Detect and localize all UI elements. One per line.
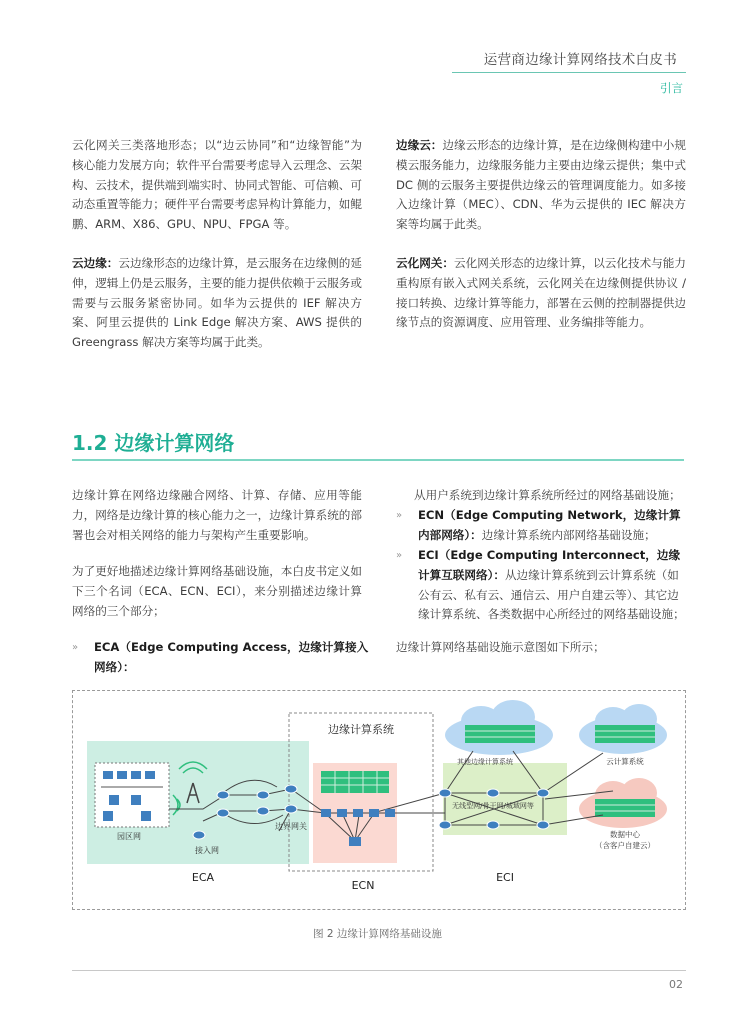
wan-label: 无线型网/骨干网/城域网等 xyxy=(452,802,534,810)
figure-frame xyxy=(72,690,686,910)
data-center-cloud xyxy=(579,778,667,828)
cloud-gateway-text: 云化网关形态的边缘计算，以云化技术与能力重构原有嵌入式网关系统，云化网关在边缘侧提供协议 / 接口转换、边缘计算等能力，部署在云侧的控制器提供边缘节点的资源调度、应用管理、业务编排等能力。 xyxy=(396,256,686,330)
document-title: 运营商边缘计算网络技术白皮书 xyxy=(483,52,677,68)
edge-cloud-term: 边缘云： xyxy=(396,138,443,152)
cloud-system-label: 云计算系统 xyxy=(606,757,644,766)
cloud-gateway-term: 云化网关： xyxy=(396,256,454,270)
cloud-computing-cloud xyxy=(579,704,667,754)
ecn-text: 边缘计算系统内部网络基础设施； xyxy=(481,527,656,542)
section-heading: 1.2 边缘计算网络 xyxy=(72,431,235,455)
bullet-eci xyxy=(396,546,686,625)
access-network-label: 接入网 xyxy=(195,846,219,855)
ecn-label: ECN xyxy=(351,879,375,892)
network-diagram xyxy=(73,691,685,909)
eca-title: ECA（Edge Computing Access，边缘计算接入网络）： xyxy=(94,640,369,674)
section-paragraph-2: 为了更好地描述边缘计算网络基础设施，本白皮书定义如下三个名词（ECA、ECN、ECI），来分别描述边缘计算网络的三个部分； xyxy=(72,564,362,618)
bullet-marker: » xyxy=(396,510,403,521)
eca-label: ECA xyxy=(191,871,215,884)
cloud-edge-term: 云边缘： xyxy=(72,256,119,270)
header-divider xyxy=(452,72,686,73)
edge-system-label: 边缘计算系统 xyxy=(328,723,394,736)
park-network-label: 园区网 xyxy=(117,832,141,841)
chapter-label: 引言 xyxy=(660,81,683,95)
data-center-label: 数据中心 xyxy=(610,830,640,839)
intro-paragraph: 云化网关三类落地形态；以“边云协同”和“边缘智能”为核心能力发展方向；软件平台需要考虑导入云理念、云架构、云技术，提供端到端实时、协同式智能、可信赖、可动态重置等能力；硬件平台需要考虑异构计算能力，如鲲鹏、ARM、X86、GPU、NPU、FPGA 等。 xyxy=(72,138,362,232)
footer-divider xyxy=(72,970,686,971)
bullet-marker: » xyxy=(72,642,79,653)
edge-cloud-paragraph xyxy=(396,136,686,235)
border-gateway-label: 边界网关 xyxy=(275,822,307,831)
bullet-ecn xyxy=(396,506,686,546)
edge-cloud-text: 边缘云形态的边缘计算，是在边缘侧构建中小规模云服务能力，边缘服务能力主要由边缘云提供；集中式 DC 侧的云服务主要提供边缘云的管理调度能力。如多接入边缘计算（MEC）、CDN、华为云提供的 IEC 解决方案等均属于此类。 xyxy=(396,138,686,232)
section-paragraph-1: 边缘计算在网络边缘融合网络、计算、存储、应用等能力，网络是边缘计算的核心能力之一，边缘计算系统的部署也会对相关网络的能力与架构产生重要影响。 xyxy=(72,488,362,542)
cloud-edge-paragraph xyxy=(72,254,362,353)
ecn-title: ECN（Edge Computing Network，边缘计算内部网络）： xyxy=(418,508,681,542)
eca-continuation: 从用户系统到边缘计算系统所经过的网络基础设施； xyxy=(414,488,681,502)
edge-server-rack xyxy=(321,771,389,793)
eci-label: ECI xyxy=(496,871,514,884)
eci-text: 从边缘计算系统到云计算系统（如公有云、私有云、通信云、用户自建云等）、其它边缘计算系统、各类数据中心所经过的网络基础设施； xyxy=(418,567,685,622)
diagram-intro: 边缘计算网络基础设施示意图如下所示； xyxy=(396,640,605,654)
bullet-eca xyxy=(72,638,372,678)
section-divider xyxy=(72,459,684,461)
eci-title: ECI（Edge Computing Interconnect，边缘计算互联网络）： xyxy=(418,548,681,582)
cloud-edge-text: 云边缘形态的边缘计算，是云服务在边缘侧的延伸，逻辑上仍是云服务，主要的能力提供依赖于云服务或需要与云服务紧密协同。如华为云提供的 IEF 解决方案、阿里云提供的 Link Edge 解决方案、AWS 提供的 Greengrass 解决方案等均属于此类。 xyxy=(72,256,362,350)
park-network xyxy=(95,763,169,827)
other-edge-cloud xyxy=(445,700,553,755)
data-center-sublabel: （含客户自建云） xyxy=(595,841,655,850)
page-number: 02 xyxy=(669,978,683,991)
figure-caption: 图 2 边缘计算网络基础设施 xyxy=(313,928,442,940)
cloud-gateway-paragraph xyxy=(396,254,686,333)
other-edge-system-label: 其他边缘计算系统 xyxy=(457,758,513,766)
bullet-marker: » xyxy=(396,550,403,561)
